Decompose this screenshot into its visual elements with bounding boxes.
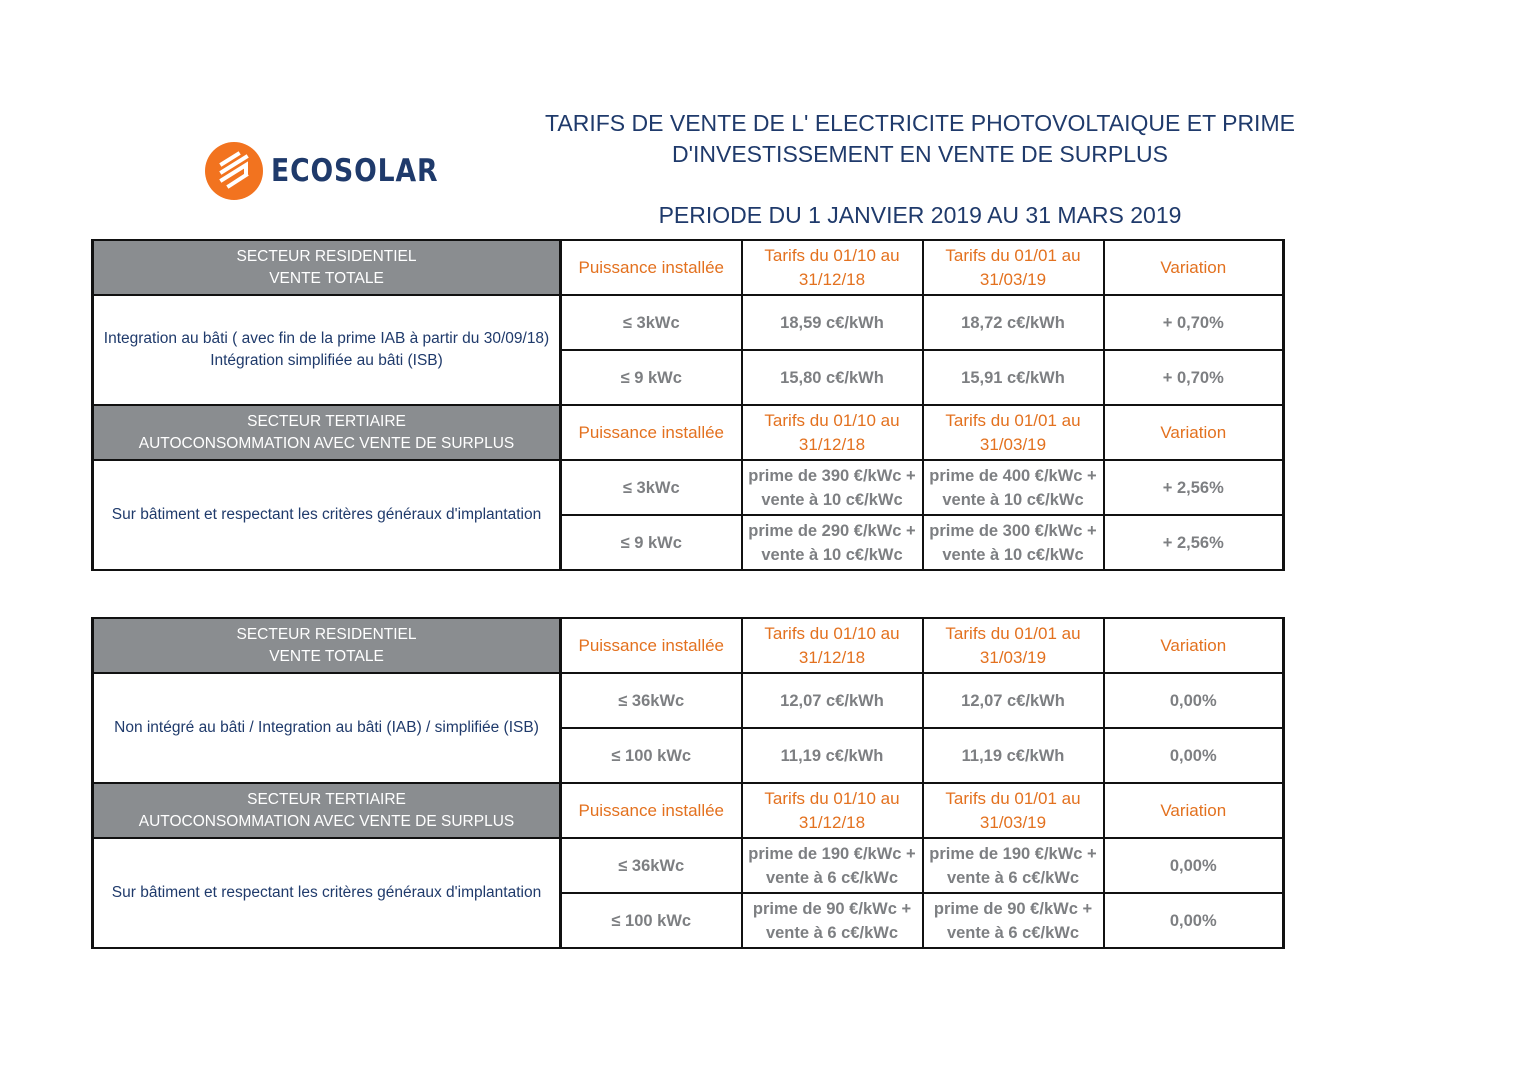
- tarif-new-cell: prime de 300 €/kWc + vente à 10 c€/kWc: [923, 515, 1104, 570]
- variation-cell: 0,00%: [1104, 893, 1284, 948]
- tarif-old-cell: 12,07 c€/kWh: [742, 673, 923, 728]
- power-cell: ≤ 9 kWc: [561, 350, 742, 405]
- power-cell: ≤ 100 kWc: [561, 893, 742, 948]
- tarif-old-cell: prime de 290 €/kWc + vente à 10 c€/kWc: [742, 515, 923, 570]
- table-header-row: [93, 240, 1284, 295]
- col-tarif-new-header: Tarifs du 01/01 au 31/03/19: [923, 618, 1104, 673]
- table-header-row: [93, 783, 1284, 838]
- sector-cell: SECTEUR RESIDENTIEL VENTE TOTALE: [93, 618, 561, 673]
- table-row: [93, 838, 1284, 893]
- tarif-new-cell: 12,07 c€/kWh: [923, 673, 1104, 728]
- col-variation-header: Variation: [1104, 405, 1284, 460]
- col-tarif-old-header: Tarifs du 01/10 au 31/12/18: [742, 618, 923, 673]
- col-tarif-new-header: Tarifs du 01/01 au 31/03/19: [923, 405, 1104, 460]
- power-cell: ≤ 3kWc: [561, 460, 742, 515]
- page-title-line1: TARIFS DE VENTE DE L' ELECTRICITE PHOTOVOLTAIQUE ET PRIME: [545, 110, 1295, 136]
- tarif-new-cell: prime de 90 €/kWc + vente à 6 c€/kWc: [923, 893, 1104, 948]
- col-power-header: Puissance installée: [561, 783, 742, 838]
- table-header-row: [93, 405, 1284, 460]
- variation-cell: 0,00%: [1104, 673, 1284, 728]
- variation-cell: + 0,70%: [1104, 295, 1284, 350]
- col-variation-header: Variation: [1104, 618, 1284, 673]
- power-cell: ≤ 36kWc: [561, 673, 742, 728]
- description-cell: Sur bâtiment et respectant les critères généraux d'implantation: [93, 838, 561, 948]
- period-title: PERIODE DU 1 JANVIER 2019 AU 31 MARS 2019: [658, 202, 1182, 228]
- tarif-new-cell: 18,72 c€/kWh: [923, 295, 1104, 350]
- col-variation-header: Variation: [1104, 783, 1284, 838]
- col-tarif-new-header: Tarifs du 01/01 au 31/03/19: [923, 240, 1104, 295]
- table-row: [93, 460, 1284, 515]
- sector-cell: SECTEUR RESIDENTIEL VENTE TOTALE: [93, 240, 561, 295]
- col-tarif-new-header: Tarifs du 01/01 au 31/03/19: [923, 783, 1104, 838]
- variation-cell: 0,00%: [1104, 838, 1284, 893]
- power-cell: ≤ 100 kWc: [561, 728, 742, 783]
- tarif-new-cell: prime de 400 €/kWc + vente à 10 c€/kWc: [923, 460, 1104, 515]
- variation-cell: + 0,70%: [1104, 350, 1284, 405]
- col-variation-header: Variation: [1104, 240, 1284, 295]
- description-cell: Non intégré au bâti / Integration au bâti (IAB) / simplifiée (ISB): [93, 673, 561, 783]
- sector-cell: SECTEUR TERTIAIRE AUTOCONSOMMATION AVEC VENTE DE SURPLUS: [93, 783, 561, 838]
- power-cell: ≤ 3kWc: [561, 295, 742, 350]
- tariff-table-1: [91, 239, 1285, 571]
- ecosolar-sun-logo-icon: [205, 142, 263, 200]
- tarif-old-cell: 15,80 c€/kWh: [742, 350, 923, 405]
- tarif-old-cell: 11,19 c€/kWh: [742, 728, 923, 783]
- tarif-old-cell: prime de 390 €/kWc + vente à 10 c€/kWc: [742, 460, 923, 515]
- col-power-header: Puissance installée: [561, 618, 742, 673]
- description-cell: Sur bâtiment et respectant les critères généraux d'implantation: [93, 460, 561, 570]
- tarif-new-cell: 11,19 c€/kWh: [923, 728, 1104, 783]
- table-header-row: [93, 618, 1284, 673]
- col-tarif-old-header: Tarifs du 01/10 au 31/12/18: [742, 405, 923, 460]
- table-row: [93, 295, 1284, 350]
- tarif-old-cell: prime de 190 €/kWc + vente à 6 c€/kWc: [742, 838, 923, 893]
- tarif-old-cell: prime de 90 €/kWc + vente à 6 c€/kWc: [742, 893, 923, 948]
- col-power-header: Puissance installée: [561, 405, 742, 460]
- ecosolar-logo: [205, 142, 466, 200]
- col-tarif-old-header: Tarifs du 01/10 au 31/12/18: [742, 783, 923, 838]
- power-cell: ≤ 9 kWc: [561, 515, 742, 570]
- description-cell: Integration au bâti ( avec fin de la prime IAB à partir du 30/09/18) Intégration simplifiée au bâti (ISB): [93, 295, 561, 405]
- variation-cell: 0,00%: [1104, 728, 1284, 783]
- tarif-old-cell: 18,59 c€/kWh: [742, 295, 923, 350]
- col-tarif-old-header: Tarifs du 01/10 au 31/12/18: [742, 240, 923, 295]
- col-power-header: Puissance installée: [561, 240, 742, 295]
- variation-cell: + 2,56%: [1104, 460, 1284, 515]
- tariff-table-2: [91, 617, 1285, 949]
- tarif-new-cell: prime de 190 €/kWc + vente à 6 c€/kWc: [923, 838, 1104, 893]
- sector-cell: SECTEUR TERTIAIRE AUTOCONSOMMATION AVEC VENTE DE SURPLUS: [93, 405, 561, 460]
- logo-text: ECOSOLAR: [271, 153, 439, 189]
- variation-cell: + 2,56%: [1104, 515, 1284, 570]
- power-cell: ≤ 36kWc: [561, 838, 742, 893]
- page-title-line2: D'INVESTISSEMENT EN VENTE DE SURPLUS: [671, 141, 1169, 167]
- tarif-new-cell: 15,91 c€/kWh: [923, 350, 1104, 405]
- table-row: [93, 673, 1284, 728]
